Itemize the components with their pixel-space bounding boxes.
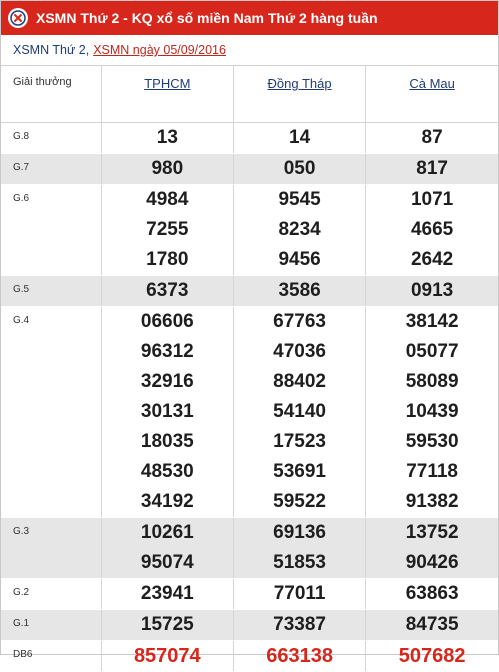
special-prize-number: 663138 bbox=[266, 645, 333, 667]
prize-row bbox=[1, 276, 498, 307]
result-cell bbox=[366, 518, 498, 579]
prize-number: 84735 bbox=[405, 614, 459, 635]
prize-number: 050 bbox=[283, 158, 316, 179]
prize-number: 980 bbox=[151, 158, 184, 179]
result-cell bbox=[101, 610, 233, 641]
prize-label: G.1 bbox=[1, 610, 101, 641]
result-cell bbox=[366, 610, 498, 641]
prize-number: 0913 bbox=[410, 280, 454, 301]
prize-number: 2642 bbox=[410, 249, 454, 270]
prize-number: 3586 bbox=[278, 280, 321, 301]
result-cell bbox=[366, 154, 498, 185]
result-cell bbox=[101, 154, 233, 185]
prize-number: 51853 bbox=[273, 552, 326, 573]
prize-number: 67763 bbox=[273, 311, 326, 332]
result-cell bbox=[233, 154, 365, 185]
result-cell bbox=[233, 123, 365, 154]
prize-row bbox=[1, 641, 498, 672]
prize-number: 53691 bbox=[273, 461, 326, 482]
prize-row bbox=[1, 518, 498, 579]
prize-number: 13752 bbox=[405, 522, 459, 543]
prize-row bbox=[1, 123, 498, 154]
prize-number: 54140 bbox=[273, 401, 326, 422]
prize-row bbox=[1, 185, 498, 276]
prize-number: 69136 bbox=[273, 522, 326, 543]
result-cell bbox=[233, 307, 365, 518]
prize-number: 63863 bbox=[405, 583, 459, 604]
prize-label: G.5 bbox=[1, 276, 101, 307]
prize-label: G.7 bbox=[1, 154, 101, 185]
prize-number: 48530 bbox=[140, 461, 194, 482]
prize-number: 18035 bbox=[140, 431, 194, 452]
result-cell bbox=[101, 518, 233, 579]
prize-number: 87 bbox=[421, 127, 443, 148]
result-cell bbox=[233, 518, 365, 579]
date-link[interactable]: XSMN ngày 05/09/2016 bbox=[93, 43, 226, 57]
result-cell bbox=[366, 123, 498, 154]
result-cell bbox=[366, 579, 498, 610]
result-cell bbox=[366, 276, 498, 307]
prize-row bbox=[1, 579, 498, 610]
prize-number: 96312 bbox=[140, 341, 194, 362]
result-cell bbox=[366, 185, 498, 276]
prize-number: 8234 bbox=[278, 219, 321, 240]
prize-number: 90426 bbox=[405, 552, 459, 573]
prize-number: 17523 bbox=[273, 431, 326, 452]
prize-number: 59522 bbox=[273, 491, 326, 512]
subheader-prefix: XSMN Thứ 2, bbox=[13, 43, 90, 57]
prize-number: 23941 bbox=[140, 583, 194, 604]
prize-row bbox=[1, 154, 498, 185]
prize-number: 10261 bbox=[140, 522, 194, 543]
prize-number: 15725 bbox=[140, 614, 194, 635]
lottery-logo-icon bbox=[8, 8, 28, 28]
header-bar bbox=[1, 1, 498, 35]
prize-number: 77011 bbox=[273, 583, 326, 604]
prize-number: 47036 bbox=[273, 341, 326, 362]
prize-number: 30131 bbox=[140, 401, 194, 422]
prize-number: 06606 bbox=[140, 311, 194, 332]
prize-number: 1071 bbox=[410, 189, 454, 210]
result-cell bbox=[101, 307, 233, 518]
result-cell bbox=[101, 276, 233, 307]
result-cell bbox=[101, 641, 233, 672]
prize-number: 10439 bbox=[405, 401, 459, 422]
prize-number: 73387 bbox=[273, 614, 326, 635]
results-table bbox=[1, 66, 498, 672]
result-cell bbox=[101, 579, 233, 610]
subheader bbox=[1, 35, 498, 66]
prize-number: 4984 bbox=[146, 189, 189, 210]
result-cell bbox=[101, 123, 233, 154]
prize-number: 77118 bbox=[406, 461, 458, 482]
result-cell bbox=[101, 185, 233, 276]
prize-number: 7255 bbox=[146, 219, 189, 240]
prize-number: 05077 bbox=[405, 341, 459, 362]
prize-row bbox=[1, 307, 498, 518]
result-cell bbox=[366, 641, 498, 672]
prize-number: 32916 bbox=[140, 371, 194, 392]
special-prize-number: 857074 bbox=[133, 645, 201, 667]
result-cell bbox=[233, 185, 365, 276]
prize-number: 91382 bbox=[405, 491, 459, 512]
prize-number: 13 bbox=[156, 127, 178, 148]
page-title: XSMN Thứ 2 - KQ xổ số miền Nam Thứ 2 hàng tuần bbox=[36, 10, 378, 26]
prize-label: G.6 bbox=[1, 185, 101, 276]
prize-number: 817 bbox=[416, 158, 448, 179]
prize-label: DB6 bbox=[1, 641, 101, 672]
prize-number: 58089 bbox=[405, 371, 459, 392]
prize-number: 4665 bbox=[410, 219, 454, 240]
prize-label: G.8 bbox=[1, 123, 101, 154]
prize-number: 59530 bbox=[405, 431, 459, 452]
prize-label: G.3 bbox=[1, 518, 101, 579]
table-header-row bbox=[1, 66, 498, 123]
special-prize-number: 507682 bbox=[398, 645, 466, 667]
prize-number: 34192 bbox=[140, 491, 194, 512]
prize-number: 1780 bbox=[146, 249, 189, 270]
result-cell bbox=[366, 307, 498, 518]
prize-column-header: Giải thưởng bbox=[1, 66, 101, 123]
prize-label: G.2 bbox=[1, 579, 101, 610]
prize-number: 14 bbox=[289, 127, 311, 148]
prize-number: 6373 bbox=[146, 280, 189, 301]
result-cell bbox=[233, 579, 365, 610]
result-cell bbox=[233, 276, 365, 307]
province-link-tphcm[interactable]: TPHCM bbox=[144, 76, 191, 91]
province-link-ca-mau[interactable]: Cà Mau bbox=[409, 76, 455, 91]
province-link-dong-thap[interactable]: Đồng Tháp bbox=[267, 76, 332, 91]
result-cell bbox=[233, 610, 365, 641]
result-cell bbox=[233, 641, 365, 672]
prize-number: 9545 bbox=[278, 189, 321, 210]
prize-number: 9456 bbox=[278, 249, 321, 270]
prize-label: G.4 bbox=[1, 307, 101, 518]
prize-number: 95074 bbox=[140, 552, 194, 573]
prize-number: 38142 bbox=[405, 311, 459, 332]
prize-number: 88402 bbox=[273, 371, 326, 392]
prize-row bbox=[1, 610, 498, 641]
